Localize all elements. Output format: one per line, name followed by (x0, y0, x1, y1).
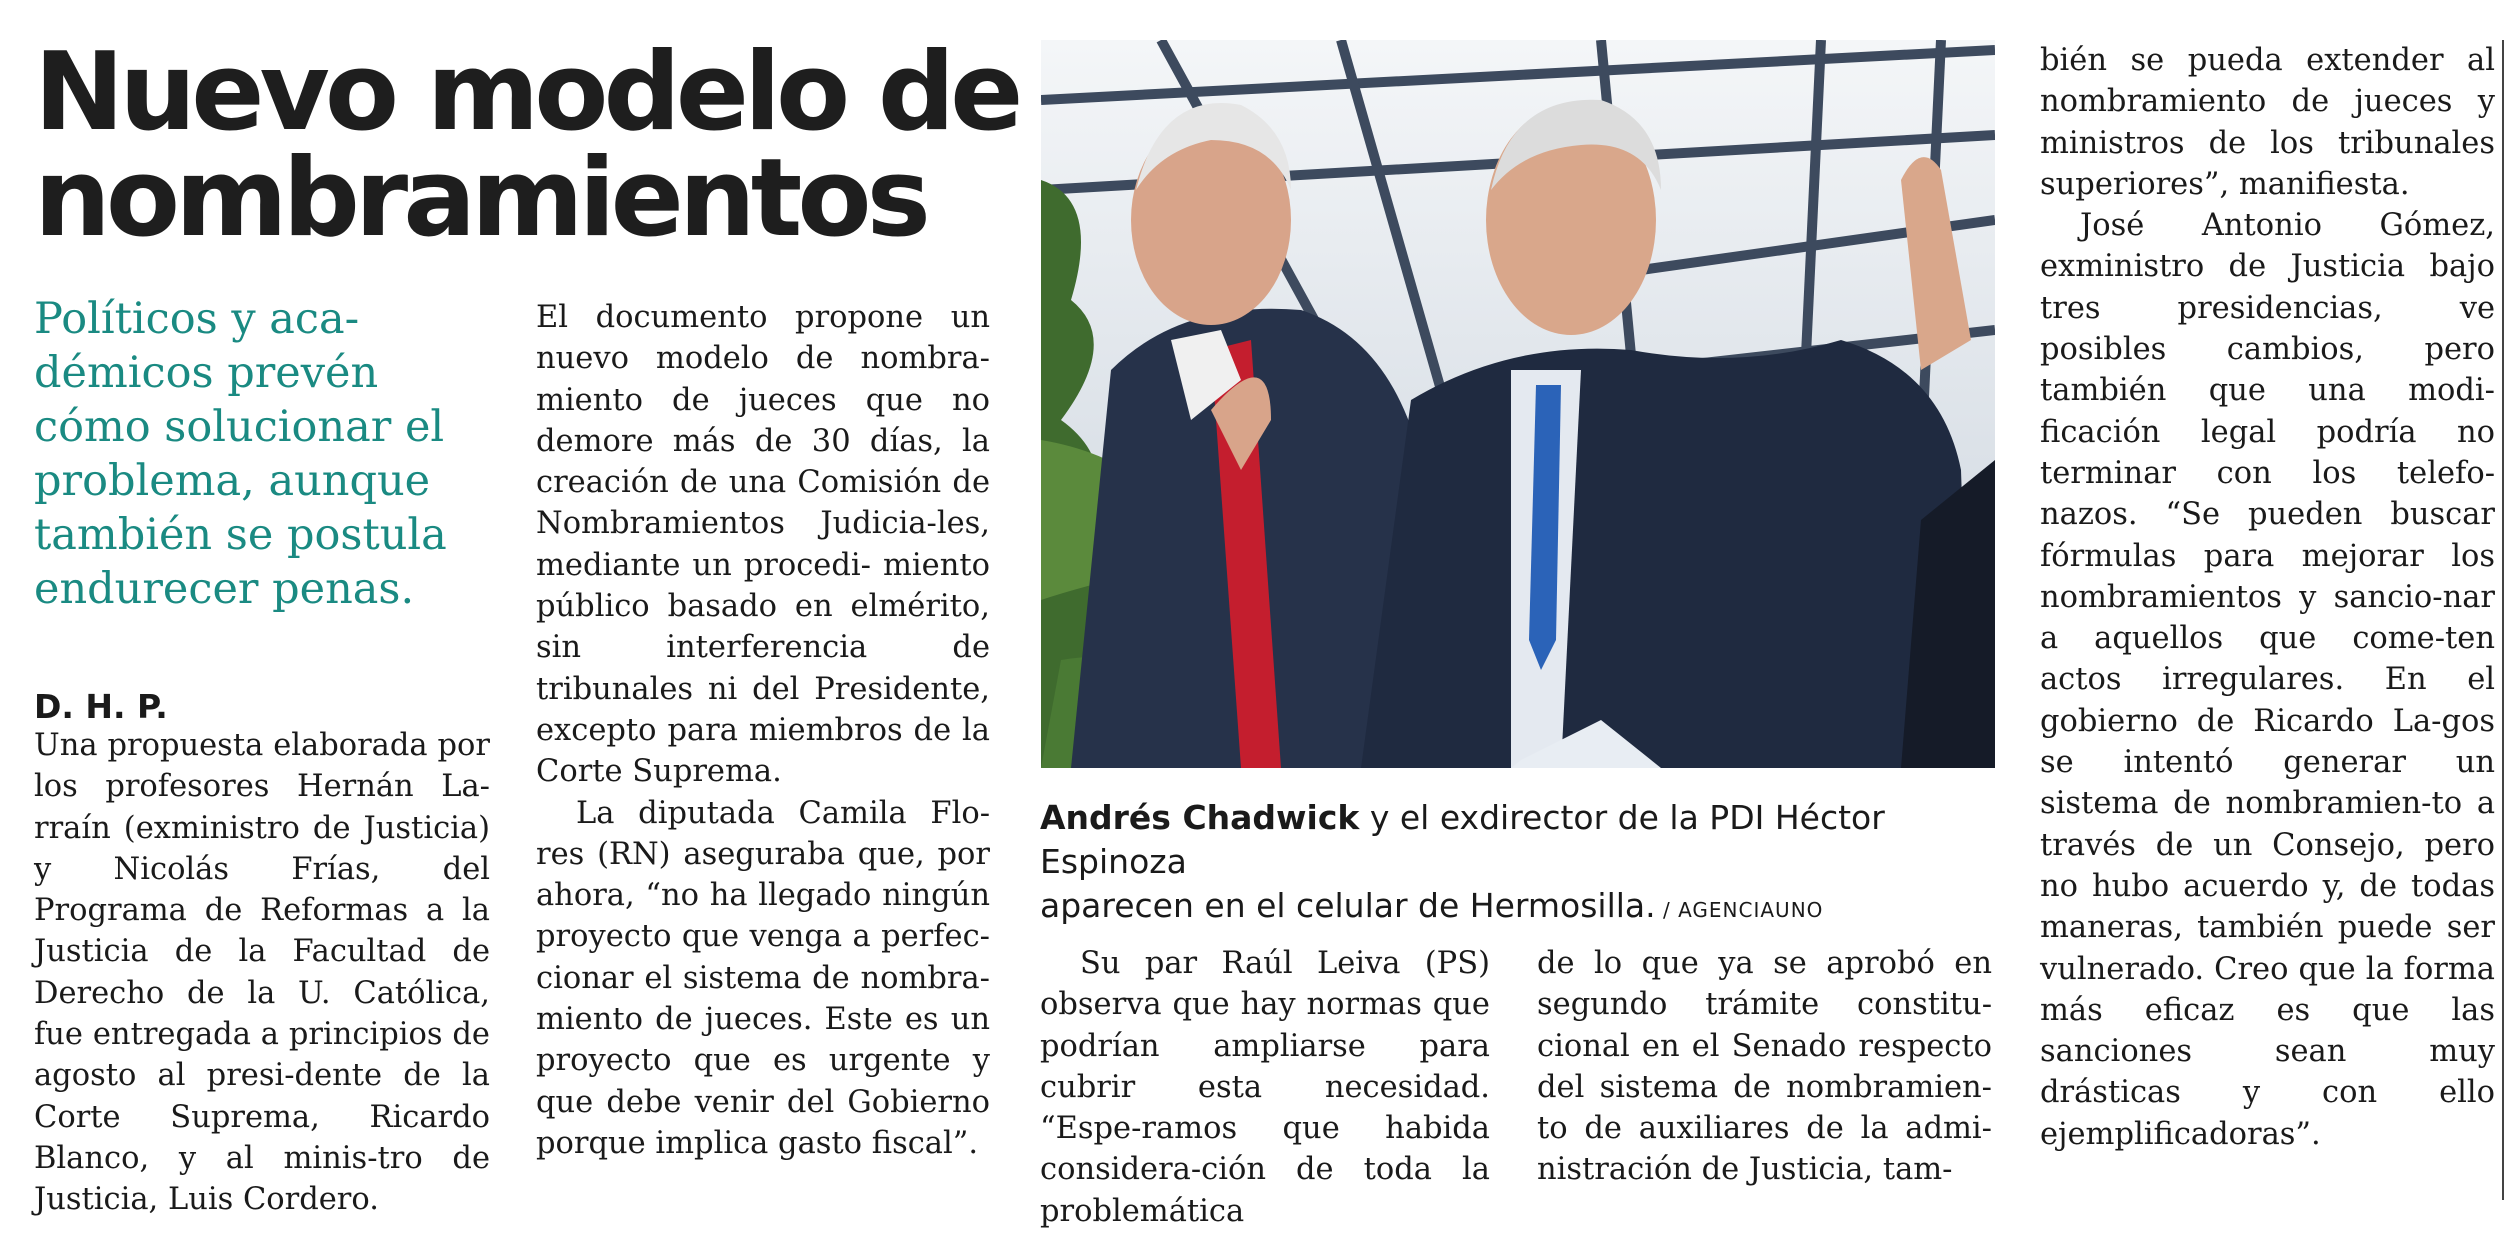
paragraph-leiva-cont: de lo que ya se aprobó en segundo trámite constitu-cional en el Senado respecto del sistema de nombramien-to de auxiliares de la admi-nistración de Justicia, tam- (1537, 946, 1992, 1188)
article-column-3 (1040, 943, 1490, 1232)
column-rule (2502, 40, 2504, 1200)
headline (34, 30, 1024, 261)
caption-person-name: Andrés Chadwick (1040, 798, 1360, 837)
paragraph-leiva: Su par Raúl Leiva (PS) observa que hay normas que podrían ampliarse para cubrir esta necesidad. “Espe-ramos que habida considera-ción de toda la problemática (1040, 946, 1490, 1229)
paragraph-gomez: José Antonio Gómez, exministro de Justicia bajo tres presidencias, ve posibles cambios, pero también que una modi-ficación legal podría no terminar con los telefo-nazos. “Se pueden buscar fórmulas para mejorar los nombramientos y sancio-nar a aquellos que come-ten actos irregulares. En el gobierno de Ricardo La-gos se intentó generar un sistema de nombramien-to a través de un Consejo, pero no hubo acuerdo y, de todas maneras, también puede ser vulnerado. Creo que la forma más eficaz es que las sanciones sean muy drásticas y con ello ejemplificadoras”. (2040, 208, 2496, 1152)
headline-line-2: nombramientos (34, 136, 926, 261)
deck-line: también se postula (34, 510, 447, 560)
article-column-1 (34, 725, 490, 1221)
byline: D. H. P. (34, 687, 168, 726)
paragraph-intro: Una propuesta elaborada por los profesores Hernán La-rraín (exministro de Justicia) y Nicolás Frías, del Programa de Reformas a la Justicia de la Facultad de Derecho de la U. Católica, fue entregada a principios de agosto al presi-dente de la Corte Suprema, Ricardo Blanco, y al minis-tro de Justicia, Luis Cordero. (34, 728, 491, 1218)
article-column-4 (1537, 943, 1992, 1191)
caption-text-1: y el exdirector de la PDI Héctor Espinoza (1040, 798, 1885, 881)
photo-credit: / AGENCIAUNO (1655, 898, 1824, 922)
paragraph-document: El documento propone un nuevo modelo de nombra-miento de jueces que no demore más de 30 días, la creación de una Comisión de Nombramientos Judicia-les, mediante un procedi- miento público basado en elmérito, sin interferencia de tribunales ni del Presidente, excepto para miembros de la Corte Suprema. (536, 300, 990, 790)
paragraph-leiva-end: bién se pueda extender al nombramiento de jueces y ministros de los tribunales superiores”, manifiesta. (2040, 43, 2495, 202)
deck-line: démicos prevén (34, 348, 379, 398)
caption-text-2: aparecen en el celular de Hermosilla. (1040, 886, 1656, 925)
photo-illustration (1041, 40, 1995, 768)
deck-line: Políticos y aca- (34, 294, 360, 344)
article-column-5 (2040, 40, 2495, 1155)
deck-subheading (34, 292, 504, 616)
deck-line: cómo solucionar el (34, 402, 445, 452)
deck-line: endurecer penas. (34, 564, 415, 614)
news-photo (1041, 40, 1995, 768)
article-column-2 (536, 297, 990, 1164)
paragraph-flores: La diputada Camila Flo-res (RN) aseguraba que, por ahora, “no ha llegado ningún proyecto que venga a perfec-cionar el sistema de nombra-miento de jueces. Este es un proyecto que es urgente y que debe venir del Gobierno porque implica gasto fiscal”. (536, 795, 990, 1161)
deck-line: problema, aunque (34, 456, 431, 506)
headline-line-1: Nuevo modelo de (34, 30, 1019, 155)
photo-caption (1040, 796, 2000, 932)
